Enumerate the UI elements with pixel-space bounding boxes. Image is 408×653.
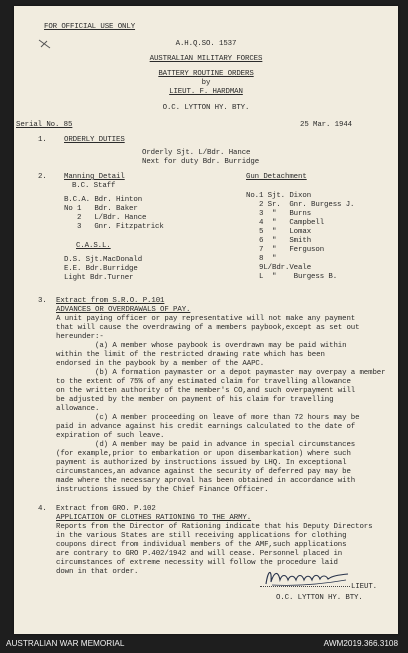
signature-rank: LIEUT. <box>351 583 378 591</box>
bc-staff-line: No 1 Bdr. Baker <box>64 205 138 213</box>
order-date: 25 Mar. 1944 <box>300 121 353 129</box>
serial-number: Serial No. 85 <box>16 121 73 129</box>
archive-reference: AWM2019.366.3108 <box>323 639 398 648</box>
section-1-number: 1. <box>38 136 47 144</box>
gun-detachment-line: 4 " Campbell <box>246 219 325 227</box>
section-4-line: down in that order. <box>56 568 139 576</box>
signature-unit: O.C. LYTTON HY. BTY. <box>276 594 363 602</box>
gun-detachment-title: Gun Detachment <box>246 173 307 181</box>
section-4-line: Reports from the Director of Rationing indicate that his Deputy Directors <box>56 523 373 531</box>
bc-staff-title: B.C. Staff <box>72 182 116 190</box>
gun-detachment-line: 7 " Ferguson <box>246 246 325 254</box>
section-3-line: (for example,prior to embarkation or upon disembarkation) where such <box>56 450 351 458</box>
section-3-line: (b) A formation paymaster or a depot paymaster may overpay a member <box>56 369 386 377</box>
section-4-line: circumstances of extreme necessity will follow the procedure laid <box>56 559 338 567</box>
document-page <box>14 6 398 634</box>
section-4-number: 4. <box>38 505 47 513</box>
casl-line: Light Bdr.Turner <box>64 274 134 282</box>
section-4-title: Extract from GRO. P.102 <box>56 505 156 513</box>
bc-staff-line: B.C.A. Bdr. Hinton <box>64 196 143 204</box>
gun-detachment-line: L " Burgess B. <box>246 273 338 281</box>
section-3-line: payment is authorized by instructions issued by LHQ. In exceptional <box>56 459 347 467</box>
casl-title: C.A.S.L. <box>76 242 111 250</box>
archive-footer <box>0 636 408 653</box>
bc-staff-line: 2 L/Bdr. Hance <box>64 214 147 222</box>
casl-line: D.S. Sjt.MacDonald <box>64 256 143 264</box>
section-3-line: within the limit of the restricted drawing rate which has been <box>56 351 325 359</box>
classification-label: FOR OFFICIAL USE ONLY <box>44 23 136 31</box>
section-3-line: on the written authority of the member's CO,and such overpayment will <box>56 387 356 395</box>
archive-name: AUSTRALIAN WAR MEMORIAL <box>6 639 125 648</box>
manning-detail-title: Manning Detail <box>64 173 125 181</box>
section-3-line: hereunder:- <box>56 333 104 341</box>
gun-detachment-line: No.1 Sjt. Dixon <box>246 192 312 200</box>
handwritten-signature <box>262 566 352 588</box>
section-2-number: 2. <box>38 173 47 181</box>
gun-detachment-line: 9L/Bdr.Veale <box>246 264 312 272</box>
section-3-line: instructions issued by the Chief Finance Officer. <box>56 486 269 494</box>
section-3-line: (d) A member may be paid in advance in special circumstances <box>56 441 356 449</box>
section-3-line: (a) A member whose paybook is overdrawn may be paid within <box>56 342 347 350</box>
bc-staff-line: 3 Gnr. Fitzpatrick <box>64 223 164 231</box>
ahq-reference: A.H.Q.SO. 1537 <box>175 40 237 48</box>
officer-name: LIEUT. F. HARDMAN <box>169 88 243 96</box>
gun-detachment-line: 2 Sr. Gnr. Burgess J. <box>246 201 355 209</box>
gun-detachment-line: 5 " Lomax <box>246 228 312 236</box>
section-3-line: (c) A member proceeding on leave of more than 72 hours may be <box>56 414 360 422</box>
casl-line: E.E. Bdr.Burridge <box>64 265 138 273</box>
section-3-line: paid in advance against his credit earnings calculated to the date of <box>56 423 356 431</box>
section-3-number: 3. <box>38 297 47 305</box>
orderly-sergeant: Orderly Sjt. L/Bdr. Hance <box>142 149 251 157</box>
orders-title: BATTERY ROUTINE ORDERS <box>158 70 254 78</box>
section-4-line: in the various States are still receiving applications for clothing <box>56 532 347 540</box>
section-3-line: allowance. <box>56 405 100 413</box>
gun-detachment-line: 8 " <box>246 255 277 263</box>
by-line: by <box>201 79 211 87</box>
section-3-line: made where the necessary aproval has been obtained in accordance with <box>56 477 356 485</box>
section-3-line: A unit paying officer or pay representative will not make any payment <box>56 315 356 323</box>
gun-detachment-line: 6 " Smith <box>246 237 312 245</box>
section-4-line: coupons direct from individual members of the AMF,such applications <box>56 541 347 549</box>
next-for-duty: Next for duty Bdr. Burridge <box>142 158 260 166</box>
gun-detachment-line: 3 " Burns <box>246 210 312 218</box>
section-3-line: endorsed in the paybook by a member of the AAPC. <box>56 360 265 368</box>
section-3-subtitle: ADVANCES OR OVERDRAWALS OF PAY. <box>56 306 191 314</box>
unit-name: O.C. LYTTON HY. BTY. <box>162 104 250 112</box>
section-3-line: to the extent of 75% of any estimated claim for travelling allowance <box>56 378 351 386</box>
section-4-subtitle: APPLICATION OF CLOTHES RATIONING TO THE ARMY. <box>56 514 252 522</box>
section-3-line: that will cause the overdrawing of a members paybook,except as set out <box>56 324 360 332</box>
signature-line <box>260 586 350 587</box>
section-3-line: expiration of such leave. <box>56 432 165 440</box>
section-3-line: be adjusted by the member on payment of his claim for travelling <box>56 396 334 404</box>
section-4-line: are contrary to GRO P.402/1942 and will cease. Personnel placed in <box>56 550 343 558</box>
section-3-line: circumstances,an advance against the security of deferred pay may be <box>56 468 351 476</box>
force-heading: AUSTRALIAN MILITARY FORCES <box>149 55 263 63</box>
section-3-title: Extract from S.R.O. P.101 <box>56 297 165 305</box>
section-1-title: ORDERLY DUTIES <box>64 136 125 144</box>
